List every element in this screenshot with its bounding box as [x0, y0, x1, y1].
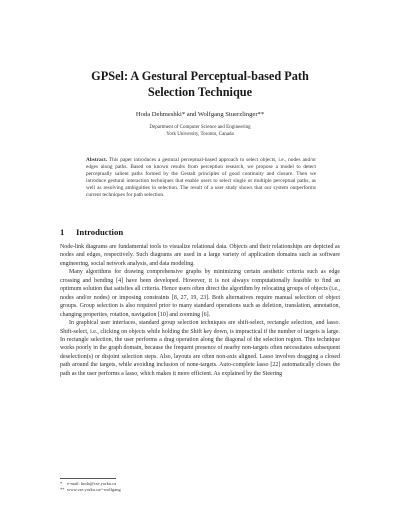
affiliation-line-2: York University, Toronto, Canada [166, 131, 234, 137]
section-heading [60, 227, 123, 237]
body-paragraph: Many algorithms for drawing comprehensive graphs by minimizing certain aesthetic criteria such as edge crossing and bending [4] have been developed. However, it is not always computationally feasible to find an optimum solution that satisfies all criteria. Hence users often direct the algorithm by relocating groups of objects (i.e., nodes and/or nodes) or imposing constraints [8, 27, 19, 23]. Both alternatives require manual selection of object groups. Group selection is also required prior to many standard operations such as deletion, translation, annotation, changing properties, rotation, navigation [10] and zooming [6]. [60, 269, 340, 318]
affiliation [60, 125, 340, 138]
paper-title [60, 68, 340, 100]
section-number: 1 [60, 227, 65, 237]
title-line-2: Selection Technique [147, 85, 253, 99]
author-list: Hoda Dehmeshki* and Wolfgang Stuerzlinger** [135, 111, 265, 118]
affiliation-line-1: Department of Computer Science and Engineering [149, 125, 251, 130]
body-paragraph: Node-link diagrams are fundamental tools to visualize relational data. Objects and their relationships are depicted as nodes and edges, respectively. Such diagrams are used in a large variety of application domains such as software engineering, social network analysis, and data modeling. [60, 244, 340, 267]
footnote-divider [60, 478, 116, 479]
section-body [60, 243, 340, 378]
footnote-mark: * [60, 481, 63, 486]
footnote-mark: ** [60, 487, 65, 493]
abstract-text: This paper introduces a gestural perceptual-based approach to select objects, i.e., nodes and/or edges along paths. Based on known results from perception research, we propose a model to detect perceptually salient paths formed by the Gestalt principles of good continuity and closure. Then we introduce gestural interaction techniques that enable users to select single or multiple perceptual paths, as well as resolving ambiguities in selection. The result of a user study shows that our system outperforms current techniques for path selection. [86, 157, 316, 199]
footnote-website [60, 487, 340, 493]
footnote-text: e-mail: hoda@cse.yorku.ca [67, 481, 117, 486]
abstract [86, 157, 316, 199]
title-line-1: GPSel: A Gestural Perceptual-based Path [91, 69, 309, 83]
footnotes [60, 481, 340, 494]
abstract-label: Abstract. [86, 157, 108, 163]
section-title: Introduction [76, 227, 124, 237]
body-paragraph: In graphical user interfaces, standard group selection techniques are shift-select, rectangle selection, and lasso. Shift-select, i.e., clicking on objects while holding the Shift key down, is impractical if the number of targets is large. In rectangle selection, the user performs a drag operation along the diagonal of the selection region. This technique works poorly in the graph domain, because the frequent presence of nearby non-targets often necessitates subsequent deselection(s) or disjoint selection steps. Also, layouts are often non-axis aligned. Lasso involves dragging a closed path around the targets, while avoiding inclusion of none-targets. Auto-complete lasso [22] automatically closes the path as the user performs a lasso, which makes it more efficient. As explained by the Steering [60, 320, 340, 377]
footnote-text: www.cse.yorku.ca/~wolfgang [67, 487, 121, 493]
